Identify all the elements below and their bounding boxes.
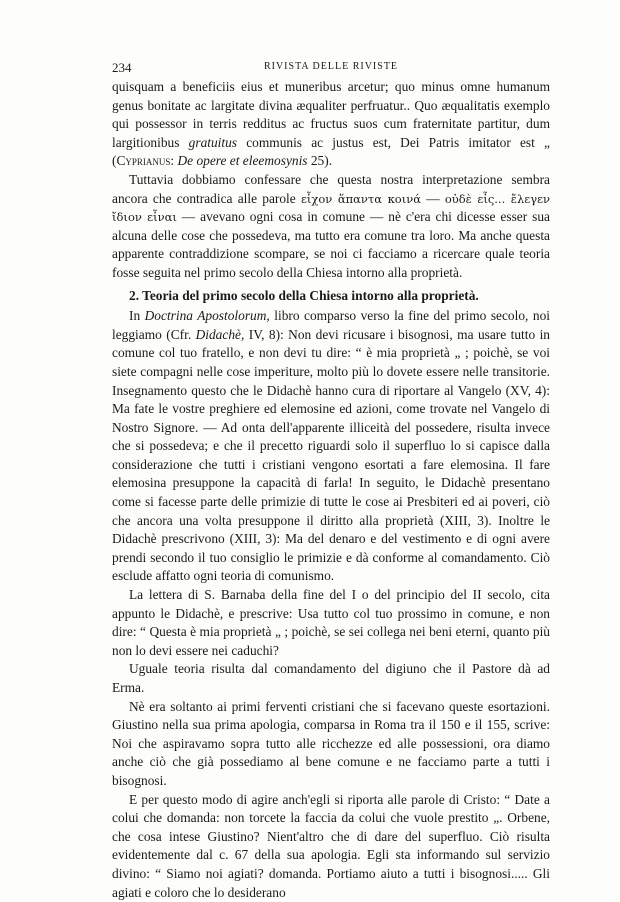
section-heading: 2. Teoria del primo secolo della Chiesa intorno alla proprietà. (129, 287, 479, 303)
body-text (112, 78, 550, 902)
page-header (112, 60, 550, 78)
greek-quote: οὐδὲ εἷς... ἔλεγεν ἴδιον εἶναι (112, 191, 551, 225)
paragraph-giustino: Nè era soltanto ai primi ferventi cristiani che si facevano queste esortazioni. Giustino nella sua prima apologia, comparsa in Roma tra il 150 e il 155, scrive: Noi che aspiravamo sopra tutto alle ricchezze ed alle possessioni, ora diamo anche ciò che già possediamo al bene comune e ne facciamo parte a tutti i bisognosi. (112, 698, 550, 788)
paragraph-cyprian-quote: quisquam a beneficiis eius et muneribus arcetur; quo minus omne humanum genus bonitate ac largitate divina æqualiter perfruatur.. Quo æqualitatis exemplo qui possessor in terris redditus ac fructus suos cum fraternitate partitur, dum largitionibus gratuitus communis ac justus est, Dei Patris imitator est „ (Cyprianus: De opere et eleemosynis 25). (112, 79, 550, 169)
page-number: 234 (112, 60, 132, 75)
paragraph-didache: In Doctrina Apostolorum, libro comparso verso la fine del primo secolo, noi leggiamo (Cfr. Didachè, IV, 8): Non devi ricusare i bisognosi, ma usare tutto in comune col tuo fratello, e non devi tu dire: “ è mia proprietà „ ; poichè, se voi siete compagni nelle cose imperiture, molto più lo dovete essere nelle transitorie. Insegnamento questo che le Didachè hanno cura di riportare al Vangelo (XV, 4): Ma fate le vostre preghiere ed elemosine ed azioni, come trovate nel Vangelo di Nostro Signore. — Ad onta dell'apparente illiceità del possedere, risulta invece che si possedeva; e che il precetto riguardi solo il superfluo lo si capisce dalla considerazione che tutti i cristiani vengono esortati a fare elemosina. Il fare elemosina presuppone la capacità di farla! In seguito, le Didachè presentano come si facesse parte delle primizie di tutte le cose ai Presbiteri ed ai poveri, ciò che ancora una volta presuppone il diritto alla proprietà (XIII, 3). Inoltre le Didachè prescrivono (XIII, 3): Ma del denaro e del vestimento e di ogni avere prendi secondo il tuo consiglio le primizie e dà conforme al comandamento. Ciò esclude affatto ogni teoria di comunismo. (112, 308, 550, 584)
paragraph-cristo: E per questo modo di agire anch'egli si riporta alle parole di Cristo: “ Date a colui che domanda: non torcete la faccia da colui che vuole prestito „. Orbene, che cosa intese Giustino? Nient'altro che di dare del superfluo. Ciò risulta evidentemente dal c. 67 della sua apologia. Egli sta informando sul servizio divino: “ Siamo noi agiati? domanda. Portiamo aiuto a tutti i bisognosi..... Gli agiati e coloro che lo desiderano (112, 791, 550, 900)
paragraph-barnaba: La lettera di S. Barnaba della fine del I o del principio del II secolo, cita appunto le Didachè, e prescrive: Usa tutto col tuo prossimo in comune, e non dire: “ Questa è mia proprietà „ ; poichè, se sei collega nei beni eterni, quanto più non lo devi essere nei caduchi? (112, 587, 550, 658)
paragraph-interpretation: Tuttavia dobbiamo confessare che questa nostra interpretazione sembra ancora che contradica alle parole εἶχον ἅπαντα κοινά — οὐδὲ εἷς... ἔλεγεν ἴδιον εἶναι — avevano ogni cosa in comune — nè c'era chi dicesse esser sua alcuna delle cose che possedeva, ma tutto era comune tra loro. Ma anche questa apparente contraddizione scompare, se noi ci facciamo a ricercare quale teoria fosse seguita nel primo secolo della Chiesa intorno alla proprietà. (112, 171, 551, 280)
greek-quote: εἶχον ἅπαντα κοινά (300, 191, 421, 206)
running-title: RIVISTA DELLE RIVISTE (263, 61, 399, 72)
paragraph-pastore: Uguale teoria risulta dal comandamento del digiuno che il Pastore dà ad Erma. (112, 661, 550, 695)
